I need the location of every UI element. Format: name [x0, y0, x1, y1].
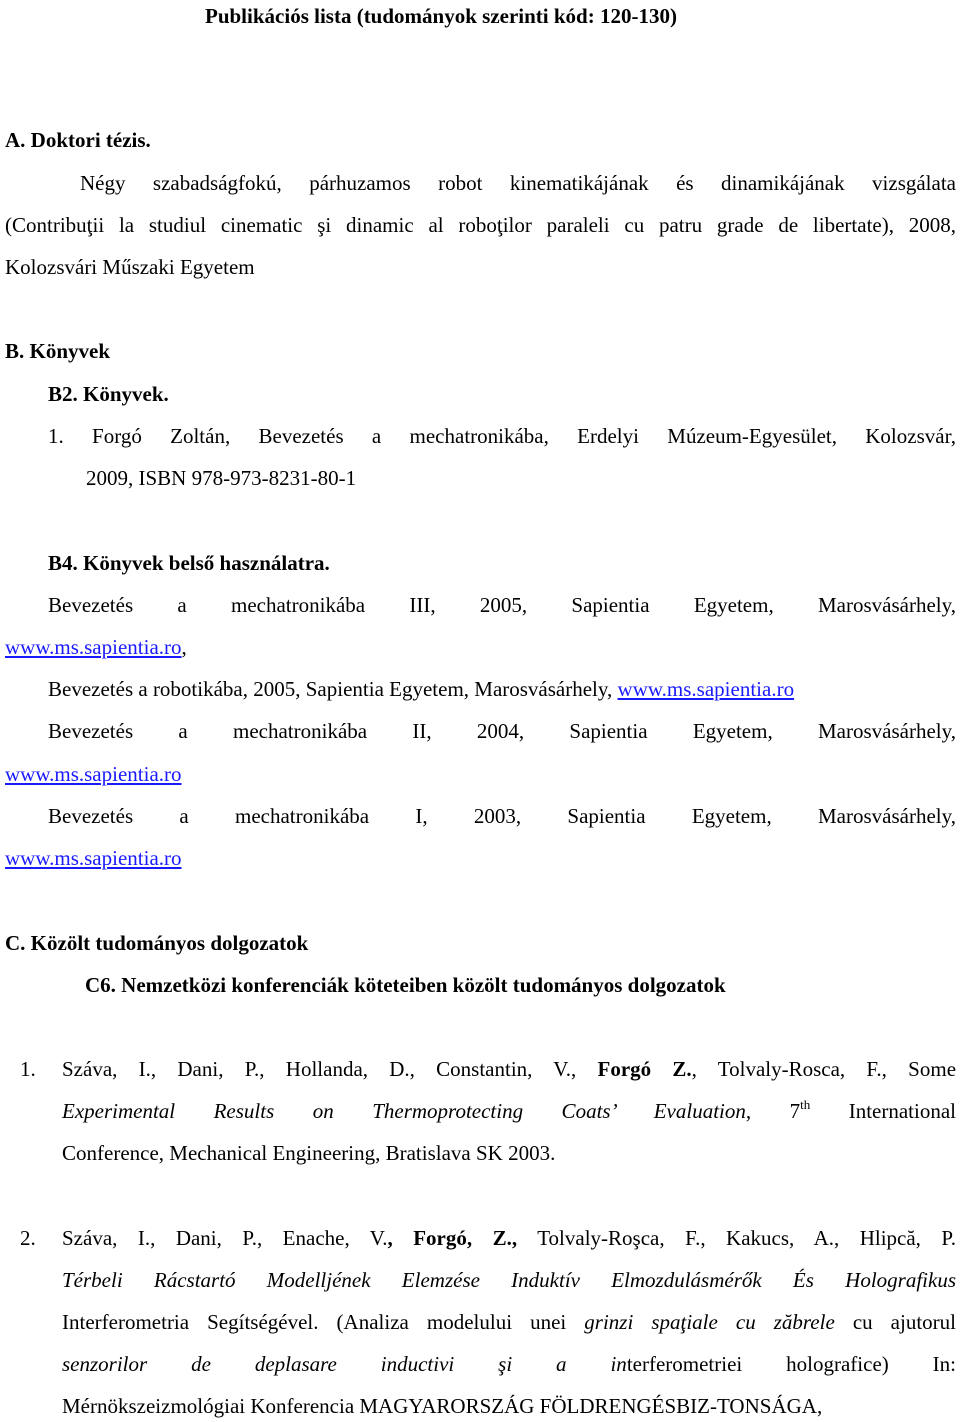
c6-item-2-line-3	[62, 1309, 956, 1335]
b4-item-1-link-line	[5, 634, 960, 660]
b4-item-1-suffix: ,	[181, 635, 187, 659]
b2-item-1-line-2: 2009, ISBN 978-973-8231-80-1	[86, 466, 357, 490]
page-title: Publikációs lista (tudományok szerinti kód: 120-130)	[205, 4, 677, 28]
c6-item-1-authors-bold: Forgó Z.	[597, 1057, 692, 1081]
b4-item-4-link[interactable]: www.ms.sapientia.ro	[5, 846, 182, 870]
b4-item-4-text: Bevezetés a mechatronikába I, 2003, Sapientia Egyetem, Marosvásárhely,	[48, 804, 956, 828]
c6-item-1-authors-b: , Tolvaly-Rosca, F., Some	[691, 1057, 957, 1081]
thesis-line-1: Négy szabadságfokú, párhuzamos robot kinematikájának és dinamikájának vizsgálata	[80, 171, 956, 195]
c6-item-1-conf-b: International	[810, 1099, 956, 1123]
b4-item-3-link-line	[5, 761, 960, 787]
thesis-line-3: Kolozsvári Műszaki Egyetem	[5, 255, 255, 279]
c6-item-2-title: Térbeli Rácstartó Modelljének Elemzése Induktív Elmozdulásmérők És Holografikus	[62, 1268, 956, 1292]
c6-item-1-line-3: Conference, Mechanical Engineering, Bratislava SK 2003.	[62, 1141, 556, 1165]
b4-item-1-text: Bevezetés a mechatronikába III, 2005, Sapientia Egyetem, Marosvásárhely,	[48, 593, 956, 617]
b4-item-2	[48, 676, 960, 702]
c6-item-1-title: Experimental Results on Thermoprotecting Coats’ Evaluation	[62, 1099, 746, 1123]
section-a-heading: A. Doktori tézis.	[5, 128, 151, 152]
b4-item-4-link-line	[5, 845, 960, 871]
thesis-line-2: (Contribuţii la studiul cinematic şi dinamic al roboţilor paraleli cu patru grade de libertate), 2008,	[5, 213, 956, 237]
c6-item-1-conf-sup: th	[800, 1097, 811, 1112]
b4-item-2-text: Bevezetés a robotikába, 2005, Sapientia Egyetem, Marosvásárhely,	[48, 677, 618, 701]
c6-item-2-line-3-a: Interferometria Segítségével. (Analiza modelului unei	[62, 1310, 585, 1334]
c6-item-2-line-4	[62, 1351, 956, 1377]
c6-item-2-authors-b: Tolvaly-Roşca, F., Kakucs, A., Hlipcă, P.	[517, 1226, 956, 1250]
b2-item-1-line-1: 1. Forgó Zoltán, Bevezetés a mechatronikába, Erdelyi Múzeum-Egyesület, Kolozsvár,	[48, 424, 956, 448]
c6-item-2-line-4-italic: senzorilor de deplasare inductivi şi a in	[62, 1352, 627, 1376]
c6-item-1-conf-a: , 7	[745, 1099, 801, 1123]
subsection-c6-heading: C6. Nemzetközi konferenciák köteteiben közölt tudományos dolgozatok	[85, 973, 726, 997]
c6-item-2-line-4-b: terferometriei holografice) In:	[626, 1352, 956, 1376]
c6-item-2-number: 2.	[20, 1226, 36, 1250]
c6-item-2-authors-bold: , Forgó, Z.,	[387, 1226, 518, 1250]
b4-item-2-link[interactable]: www.ms.sapientia.ro	[617, 677, 795, 701]
c6-item-1-authors	[62, 1056, 956, 1082]
section-c-heading: C. Közölt tudományos dolgozatok	[5, 931, 309, 955]
subsection-b4-heading: B4. Könyvek belső használatra.	[48, 551, 330, 575]
subsection-b2-heading: B2. Könyvek.	[48, 382, 169, 406]
c6-item-2-line-3-italic: grinzi spaţiale cu zăbrele	[584, 1310, 835, 1334]
c6-item-2-line-3-b: cu ajutorul	[834, 1310, 956, 1334]
b4-item-1-link[interactable]: www.ms.sapientia.ro	[5, 635, 182, 659]
c6-item-2-authors	[62, 1225, 956, 1251]
c6-item-1-authors-a: Száva, I., Dani, P., Hollanda, D., Constantin, V.,	[62, 1057, 598, 1081]
c6-item-1-title-line	[62, 1098, 956, 1124]
b4-item-3-text: Bevezetés a mechatronikába II, 2004, Sapientia Egyetem, Marosvásárhely,	[48, 719, 956, 743]
section-b-heading: B. Könyvek	[5, 339, 111, 363]
c6-item-2-authors-a: Száva, I., Dani, P., Enache, V.	[62, 1226, 388, 1250]
c6-item-1-number: 1.	[20, 1057, 36, 1081]
b4-item-3-link[interactable]: www.ms.sapientia.ro	[5, 762, 182, 786]
c6-item-2-line-5: Mérnökszeizmológiai Konferencia MAGYARORSZÁG FÖLDRENGÉSBIZ-TONSÁGA,	[62, 1394, 823, 1418]
